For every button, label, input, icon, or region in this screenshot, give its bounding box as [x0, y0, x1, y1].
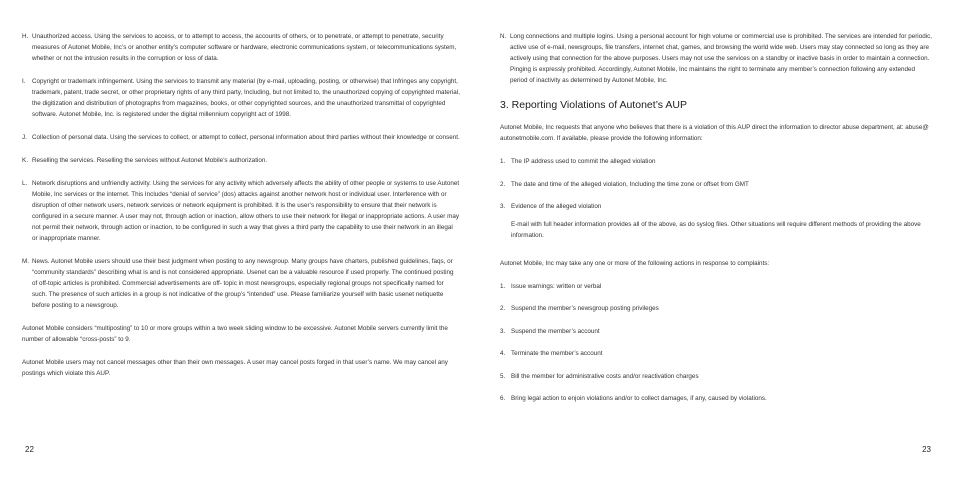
reporting-intro: Autonet Mobile, Inc requests that anyone who believes that there is a violation of this AUP direct the information to director abuse department, at: abuse@ autonetmobile.com. If available, please provide the following information: [500, 124, 929, 142]
item-text: Collection of personal data. Using the services to collect, or attempt to collect, personal information about third parties without their knowledge or consent. [32, 134, 460, 141]
item-text: Evidence of the alleged violation [511, 203, 602, 210]
item-text: News. Autonet Mobile users should use their best judgment when posting to any newsgroup. Many groups have charters, published guidelines, faqs, or “community standards” describing what is and is not considered appropriate. Usenet can be a valuable resource if used properly. The continued posting of off-topic articles is prohibited. Commercial advertisements are off- topic in most newsgroups, especially regional groups not specifically named for such. The presence of such articles in a group is not indicative of the group’s “intended” use. Please familiarize yourself with basic usenet netiquette before posting to a newsgroup. [32, 258, 454, 309]
item-label: H. [22, 33, 29, 40]
item-label: 5. [500, 372, 506, 380]
list-item-i [22, 76, 460, 120]
info-list-item [500, 201, 933, 212]
list-item-m [22, 256, 460, 311]
item-label: 2. [500, 180, 506, 188]
item-label: M. [22, 258, 29, 265]
action-list-item [500, 348, 933, 359]
info-list-item [500, 156, 933, 167]
item-label: J. [22, 134, 27, 141]
item-text: Issue warnings: written or verbal [511, 282, 602, 290]
evidence-note: E-mail with full header information provides all of the above, as do syslog files. Other situations will require different methods of providing the above information. [511, 220, 921, 239]
item-text: Bill the member for administrative costs and/or reactivation charges [511, 372, 699, 380]
right-column [500, 31, 933, 416]
actions-intro: Autonet Mobile, Inc may take any one or more of the following actions in response to complaints: [500, 259, 770, 267]
item-label: 1. [500, 158, 506, 165]
page-number: 22 [25, 445, 34, 454]
action-list-item [500, 393, 933, 404]
item-label: K. [22, 157, 28, 164]
cancel-messages-paragraph: Autonet Mobile users may not cancel messages other than their own messages. A user may cancel posts forged in that user’s name. We may cancel any postings which violate this AUP. [22, 359, 448, 377]
page-number: 23 [922, 445, 931, 454]
item-text: Terminate the member’s account [511, 350, 603, 357]
item-label: I. [22, 78, 26, 85]
info-list-item [500, 179, 933, 190]
section-heading: 3. Reporting Violations of Autonet’s AUP [500, 99, 687, 111]
item-text: Long connections and multiple logins. Using a personal account for high volume or commercial use is prohibited. The services are intended for periodic, active use of e-mail, newsgroups, file transfers, internet chat, games, and browsing the world wide web. Users may stay connected so long as they are actively using that connection for the above purposes. Users may not use the services on a standby or inactive basis in order to maintain a connection. Pinging is expressly prohibited. Accordingly, Autonet Mobile, Inc maintains the right to terminate any member’s connection following any extended period of inactivity as determined by Autonet Mobile, Inc. [510, 33, 933, 84]
item-label: 4. [500, 350, 506, 357]
item-text: Reselling the services. Reselling the services without Autonet Mobile’s authorization. [32, 157, 268, 164]
item-label: L. [22, 180, 28, 187]
list-item-j [22, 132, 460, 143]
item-label: 3. [500, 203, 506, 210]
item-text: The IP address used to commit the alleged violation [511, 158, 656, 165]
action-list-item [500, 281, 933, 292]
list-item-n [500, 31, 933, 86]
list-item-k [22, 155, 460, 166]
action-list-item [500, 326, 933, 337]
item-label: 1. [500, 282, 506, 290]
multiposting-paragraph: Autonet Mobile considers “multiposting” to 10 or more groups within a two week sliding window to be excessive. Autonet Mobile servers currently limit the number of allowable “cross-posts” to 9. [22, 325, 448, 343]
right-page [477, 0, 954, 477]
item-text: Unauthorized access. Using the services to access, or to attempt to access, the accounts of others, or to penetrate, or attempt to penetrate, security measures of Autonet Mobile, Inc’s or another entity’s computer software or hardware, electronic communications system, or telecommunications system, whether or not the intrusion results in the corruption or loss of data. [32, 33, 457, 62]
list-item-l [22, 178, 460, 244]
item-text: Suspend the member’s account [511, 327, 600, 335]
left-column [22, 31, 460, 391]
item-text: Bring legal action to enjoin violations and/or to collect damages, if any, caused by violations. [511, 395, 767, 402]
item-label: 6. [500, 395, 506, 402]
list-item-h [22, 31, 460, 64]
item-text: Suspend the member’s newsgroup posting privileges [511, 305, 659, 312]
action-list-item [500, 371, 933, 382]
item-text: Network disruptions and unfriendly activity. Using the services for any activity which adversely affects the ability of other people or systems to use Autonet Mobile, Inc services or the internet. This Includes “denial of service” (dos) attacks against another network host or individual user. Interference with or disruption of other network users, network services or network equipment is prohibited. It is the user’s responsibility to ensure that their network is configured in a secure manner. A user may not, through action or inaction, allow others to use their network for illegal or inappropriate actions. A user may not permit their network, through action or inaction, to be configured in such a way that gives a third party the capability to use their network in an illegal or inappropriate manner. [32, 180, 460, 242]
item-label: 2. [500, 305, 506, 312]
item-text: The date and time of the alleged violation, Including the time zone or offset from GMT [511, 180, 749, 188]
item-label: 3. [500, 327, 506, 335]
item-text: Copyright or trademark infringement. Using the services to transmit any material (by e-mail, uploading, posting, or otherwise) that Infringes any copyright, trademark, patent, trade secret, or other proprietary rights of any third party, Including, but not limited to, the unauthorized copying of copyrighted material, the digitization and distribution of photographs from magazines, books, or other copyrighted sources, and the unauthorized transmittal of copyrighted software. Autonet Mobile, Inc. is registered under the digital millennium copyright act of 1998. [32, 78, 460, 118]
action-list-item [500, 303, 933, 314]
item-label: N. [500, 33, 507, 40]
